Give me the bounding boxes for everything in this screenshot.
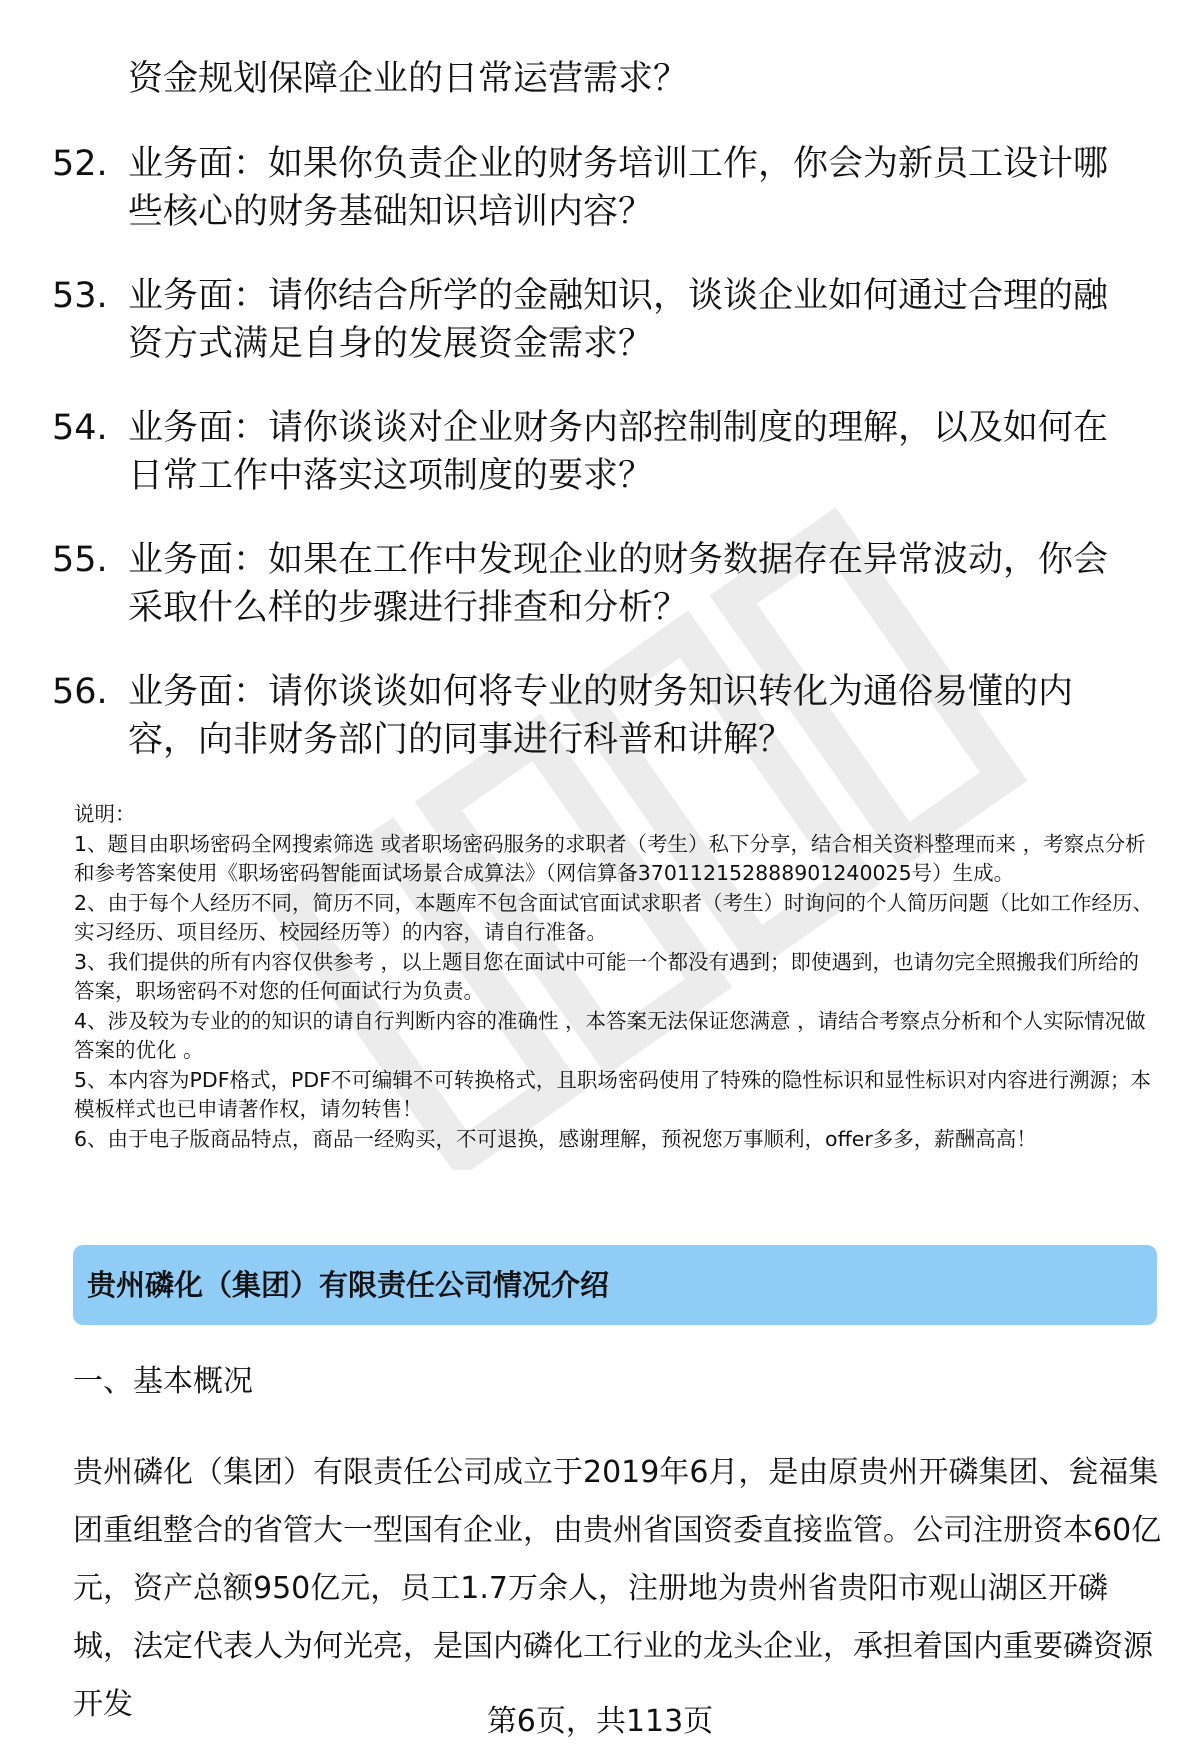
question-text: 业务面：请你谈谈如何将专业的财务知识转化为通俗易懂的内容，向非财务部门的同事进行科普和讲解？ <box>128 672 1074 760</box>
question-item-53 <box>52 272 1152 368</box>
question-text: 业务面：如果在工作中发现企业的财务数据存在异常波动，你会采取什么样的步骤进行排查和分析？ <box>128 540 1109 628</box>
question-number: 54. <box>52 408 108 448</box>
question-item-55 <box>52 536 1152 632</box>
company-banner-title: 贵州磷化（集团）有限责任公司情况介绍 <box>87 1268 610 1302</box>
question-number: 56. <box>52 672 108 712</box>
company-banner <box>73 1245 1157 1325</box>
section-title: 一、基本概况 <box>73 1364 253 1399</box>
note-item: 2、由于每个人经历不同，简历不同，本题库不包含面试官面试求职者（考生）时询问的个人简历问题（比如工作经历、实习经历、项目经历、校园经历等）的内容，请自行准备。 <box>74 890 1154 944</box>
notes-section <box>74 800 1154 1154</box>
note-item: 5、本内容为PDF格式，PDF不可编辑不可转换格式，且职场密码使用了特殊的隐性标识和显性标识对内容进行溯源；本模板样式也已申请著作权，请勿转售！ <box>74 1067 1151 1121</box>
question-number: 55. <box>52 540 108 580</box>
question-item-56 <box>52 668 1152 764</box>
question-text: 业务面：请你谈谈对企业财务内部控制制度的理解，以及如何在日常工作中落实这项制度的要求？ <box>128 408 1109 496</box>
company-intro-paragraph: 贵州磷化（集团）有限责任公司成立于2019年6月，是由原贵州开磷集团、瓮福集团重组整合的省管大一型国有企业，由贵州省国资委直接监管。公司注册资本60亿元，资产总额950亿元，员工1.7万余人，注册地为贵州省贵阳市观山湖区开磷城，法定代表人为何光亮，是国内磷化工行业的龙头企业，承担着国内重要磷资源开发 <box>73 1455 1162 1722</box>
question-number: 53. <box>52 276 108 316</box>
question-item-54 <box>52 404 1152 500</box>
note-item: 6、由于电子版商品特点，商品一经购买，不可退换，感谢理解，预祝您万事顺利，offer多多，薪酬高高！ <box>74 1126 1037 1151</box>
page-number: 第6页，共113页 <box>486 1704 714 1739</box>
question-continuation: 资金规划保障企业的日常运营需求？ <box>128 59 689 99</box>
question-text: 业务面：请你结合所学的金融知识，谈谈企业如何通过合理的融资方式满足自身的发展资金需求？ <box>128 276 1109 364</box>
note-item: 3、我们提供的所有内容仅供参考 ，以上题目您在面试中可能一个都没有遇到；即使遇到，也请勿完全照搬我们所给的答案，职场密码不对您的任何面试行为负责。 <box>74 949 1140 1003</box>
question-item-52 <box>52 140 1152 236</box>
question-number: 52. <box>52 144 108 184</box>
note-item: 4、涉及较为专业的的知识的请自行判断内容的准确性 ，本答案无法保证您满意 ，请结合考察点分析和个人实际情况做答案的优化 。 <box>74 1008 1146 1062</box>
note-item: 1、题目由职场密码全网搜索筛选 或者职场密码服务的求职者（考生）私下分享，结合相关资料整理而来 ，考察点分析和参考答案使用《职场密码智能面试场景合成算法》（网信算备370112152888901240025号）生成。 <box>74 831 1146 885</box>
notes-heading: 说明： <box>74 802 136 826</box>
question-text: 业务面：如果你负责企业的财务培训工作，你会为新员工设计哪些核心的财务基础知识培训内容？ <box>128 144 1109 232</box>
